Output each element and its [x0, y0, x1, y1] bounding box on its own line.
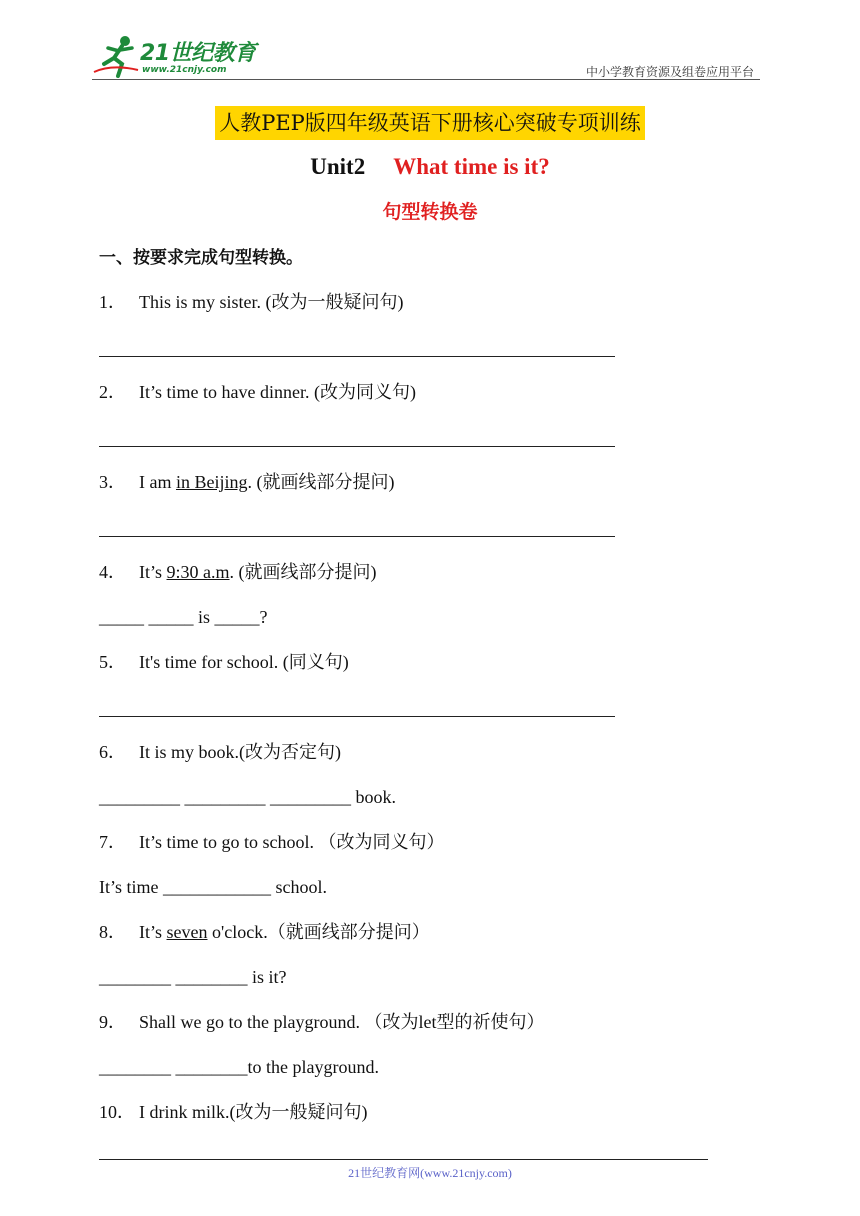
question-text: I drink milk.(改为一般疑问句): [139, 1102, 368, 1122]
question-number: 7．: [99, 832, 126, 852]
logo-text: 21世纪教育: [140, 41, 256, 66]
question-text: It’s time to go to school. （改为同义句）: [139, 832, 445, 852]
question-text: It is my book.(改为否定句): [139, 742, 341, 762]
title-row: [0, 106, 860, 140]
question-number: 10．: [99, 1102, 135, 1122]
question-number: 6．: [99, 742, 126, 762]
question-6: [99, 739, 341, 765]
answer-line-1[interactable]: [99, 356, 615, 357]
question-10: [99, 1099, 367, 1125]
question-9: [99, 1009, 544, 1035]
logo-url: www.21cnjy.com: [142, 65, 227, 75]
header-tagline: 中小学教育资源及组卷应用平台: [585, 65, 754, 79]
question-8: [99, 919, 430, 945]
underlined-phrase: seven: [166, 922, 208, 942]
question-number: 5．: [99, 652, 126, 672]
unit-name: Unit2: [310, 154, 366, 179]
question-number: 4．: [99, 562, 126, 582]
answer-line-3[interactable]: [99, 536, 615, 537]
answer-template-8[interactable]: ________ ________ is it?: [99, 967, 287, 987]
question-4: [99, 559, 377, 585]
question-5: [99, 649, 349, 675]
question-text-after: . (就画线部分提问): [247, 472, 395, 492]
question-text-before: It’s: [139, 562, 167, 582]
answer-template-9[interactable]: ________ ________to the playground.: [99, 1057, 379, 1077]
question-7: [99, 829, 445, 855]
answer-template-6[interactable]: _________ _________ _________ book.: [99, 787, 396, 807]
question-text: Shall we go to the playground. （改为let型的祈使句）: [139, 1012, 545, 1032]
question-number: 9．: [99, 1012, 126, 1032]
runner-logo-icon: [92, 34, 140, 78]
question-text: It’s time to have dinner. (改为同义句): [139, 382, 416, 402]
question-3: [99, 469, 394, 495]
answer-line-5[interactable]: [99, 716, 615, 717]
footer-divider: [99, 1159, 708, 1160]
question-text-before: It’s: [139, 922, 167, 942]
question-number: 3．: [99, 472, 126, 492]
unit-heading: [0, 152, 860, 182]
question-number: 1．: [99, 292, 126, 312]
unit-question: What time is it?: [393, 154, 550, 179]
answer-line-2[interactable]: [99, 446, 615, 447]
underlined-phrase: 9:30 a.m: [166, 562, 230, 582]
answer-template-4[interactable]: _____ _____ is _____?: [99, 607, 268, 627]
question-number: 8．: [99, 922, 126, 942]
question-text-before: I am: [139, 472, 176, 492]
question-number: 2．: [99, 382, 126, 402]
header-divider: [92, 79, 760, 80]
question-text: This is my sister. (改为一般疑问句): [139, 292, 404, 312]
page-title: 人教PEP版四年级英语下册核心突破专项训练: [215, 106, 645, 140]
question-text: It's time for school. (同义句): [139, 652, 349, 672]
subtitle: 句型转换卷: [382, 201, 478, 223]
page-header: [92, 34, 760, 84]
question-text-after: . (就画线部分提问): [229, 562, 377, 582]
underlined-phrase: in Beijing: [175, 472, 248, 492]
footer-text: 21世纪教育网(www.21cnjy.com): [348, 1166, 512, 1180]
question-1: [99, 289, 404, 315]
section-heading: 一、按要求完成句型转换。: [99, 248, 303, 268]
question-2: [99, 379, 416, 405]
question-text-after: o'clock.（就画线部分提问）: [207, 922, 430, 942]
answer-template-7[interactable]: It’s time ____________ school.: [99, 877, 327, 897]
logo: [92, 34, 262, 78]
